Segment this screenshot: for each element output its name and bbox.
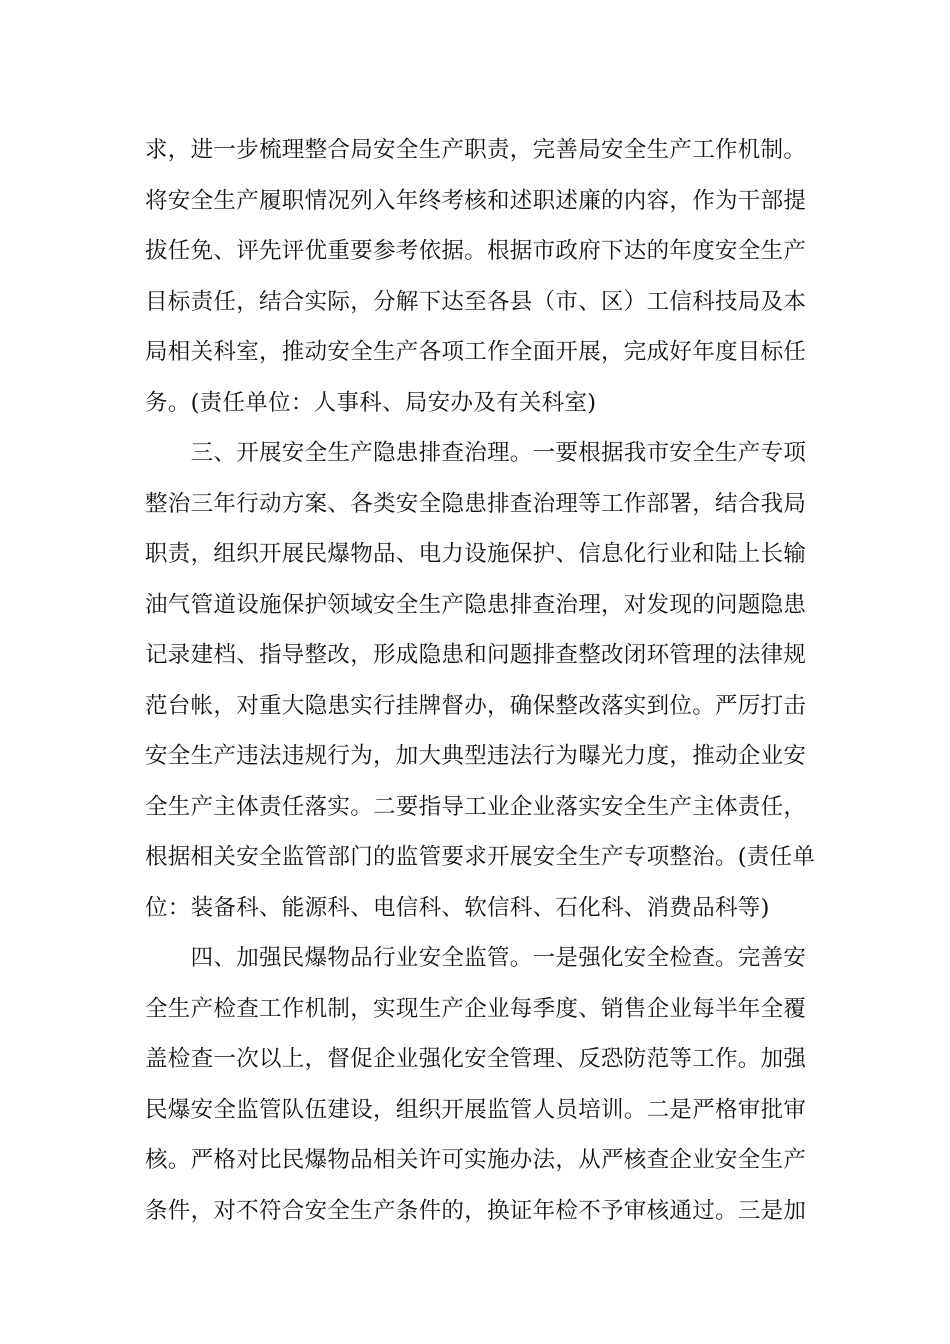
text-line-15: 根据相关安全监管部门的监管要求开展安全生产专项整治。(责任单: [145, 844, 816, 870]
text-line-4: 目标责任，结合实际，分解下达至各县（市、区）工信科技局及本: [145, 289, 807, 315]
text-line-22: 条件，对不符合安全生产条件的，换证年检不予审核通过。三是加: [145, 1198, 807, 1224]
text-line-18: 全生产检查工作机制，实现生产企业每季度、销售企业每半年全覆: [145, 996, 807, 1022]
text-line-19: 盖检查一次以上，督促企业强化安全管理、反恐防范等工作。加强: [145, 1046, 807, 1072]
text-line-11: 记录建档、指导整改，形成隐患和问题排查整改闭环管理的法律规: [145, 642, 807, 668]
text-line-1: 求，进一步梳理整合局安全生产职责，完善局安全生产工作机制。: [145, 137, 807, 163]
text-line-14: 全生产主体责任落实。二要指导工业企业落实安全生产主体责任，: [145, 794, 807, 820]
text-line-16: 位：装备科、能源科、电信科、软信科、石化科、消费品科等): [145, 895, 770, 921]
text-line-21: 核。严格对比民爆物品相关许可实施办法，从严核查企业安全生产: [145, 1147, 807, 1173]
text-line-13: 安全生产违法违规行为，加大典型违法行为曝光力度，推动企业安: [145, 743, 807, 769]
text-line-8: 整治三年行动方案、各类安全隐患排查治理等工作部署，结合我局: [145, 491, 807, 517]
text-line-5: 局相关科室，推动安全生产各项工作全面开展，完成好年度目标任: [145, 339, 807, 365]
text-line-9: 职责，组织开展民爆物品、电力设施保护、信息化行业和陆上长输: [145, 541, 807, 567]
text-line-7: 三、开展安全生产隐患排查治理。一要根据我市安全生产专项: [145, 440, 807, 466]
text-line-3: 拔任免、评先评优重要参考依据。根据市政府下达的年度安全生产: [145, 238, 807, 264]
text-line-17: 四、加强民爆物品行业安全监管。一是强化安全检查。完善安: [145, 945, 807, 971]
text-line-20: 民爆安全监管队伍建设，组织开展监管人员培训。二是严格审批审: [145, 1097, 807, 1123]
text-line-10: 油气管道设施保护领域安全生产隐患排查治理，对发现的问题隐患: [145, 592, 807, 618]
text-line-12: 范台帐，对重大隐患实行挂牌督办，确保整改落实到位。严厉打击: [145, 693, 807, 719]
text-line-2: 将安全生产履职情况列入年终考核和述职述廉的内容，作为干部提: [145, 188, 807, 214]
text-line-6: 务。(责任单位：人事科、局安办及有关科室): [145, 390, 597, 416]
